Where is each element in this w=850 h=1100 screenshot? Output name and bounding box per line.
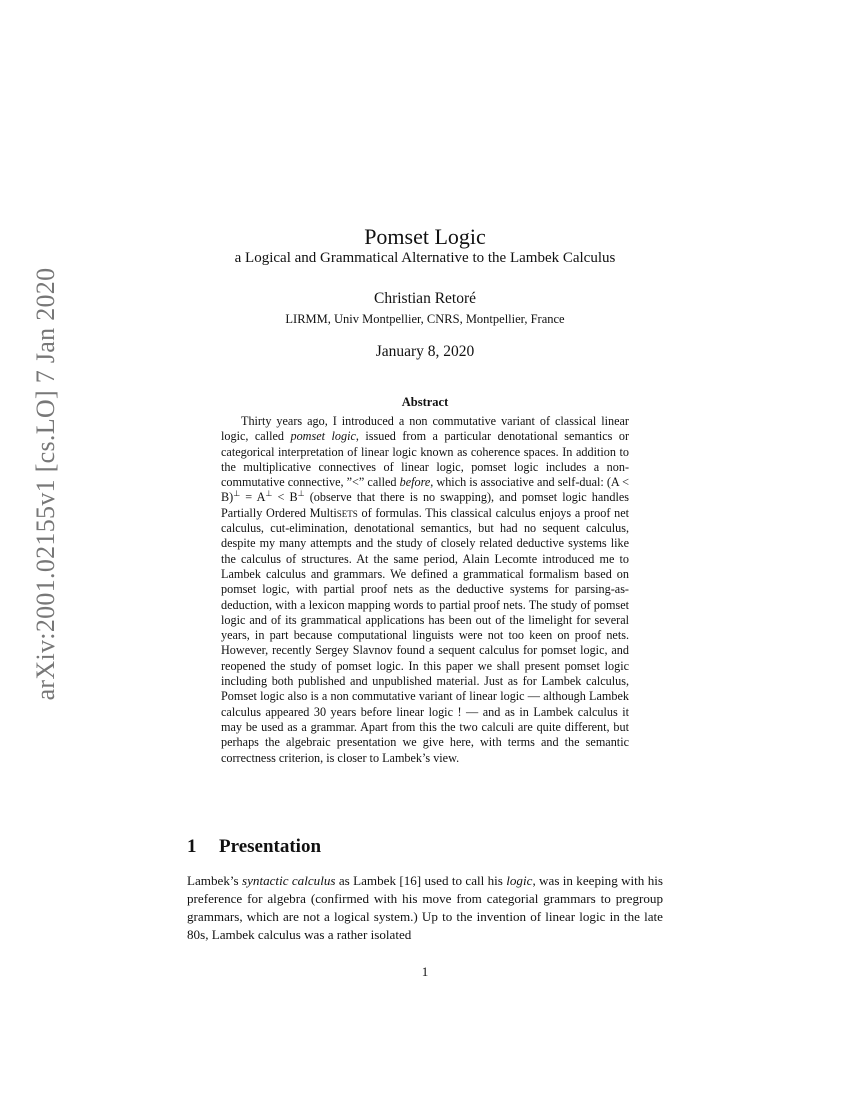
abstract-smallcaps-sets: sets bbox=[336, 505, 358, 520]
abstract-text: Thirty years ago, I introduced a non commutative variant of classical linear logic, called bbox=[221, 414, 629, 444]
paper-title: Pomset Logic bbox=[364, 224, 486, 249]
paper-date: January 8, 2020 bbox=[375, 343, 475, 360]
section-emphasis-logic: logic bbox=[506, 873, 533, 888]
section-emphasis-syntactic-calculus: syntactic calculus bbox=[241, 873, 336, 888]
perp-symbol: ⊥ bbox=[233, 489, 241, 499]
formula-mid: < B bbox=[272, 490, 298, 505]
formula-eq: = A bbox=[240, 490, 266, 505]
perp-symbol: ⊥ bbox=[265, 489, 273, 499]
perp-symbol: ⊥ bbox=[297, 489, 305, 499]
abstract-heading: Abstract bbox=[401, 395, 449, 409]
abstract-body bbox=[221, 414, 629, 766]
page-number: 1 bbox=[421, 964, 429, 979]
section-text: , was in keeping with his preference for algebra (confirmed with his move from categorial grammars to pregroup grammars, which are not a logical system.) Up to the invention of linear logic in the late 80s, Lambek calculus was a rather isolated bbox=[187, 873, 663, 942]
section-title: Presentation bbox=[219, 836, 322, 857]
author-affiliation: LIRMM, Univ Montpellier, CNRS, Montpellier, France bbox=[285, 312, 565, 326]
arxiv-identifier: arXiv:2001.02155v1 [cs.LO] 7 Jan 2020 bbox=[31, 267, 60, 701]
section-text: Lambek’s bbox=[187, 873, 242, 888]
author-name: Christian Retoré bbox=[373, 290, 477, 307]
section-number: 1 bbox=[187, 836, 197, 857]
section-heading bbox=[187, 836, 321, 858]
paper-subtitle: a Logical and Grammatical Alternative to the Lambek Calculus bbox=[234, 250, 616, 266]
abstract-emphasis-before: before bbox=[399, 475, 431, 490]
abstract-text: (observe that there is no swapping), and pomset logic handles Partially Ordered Multi bbox=[221, 490, 629, 520]
abstract-text: , issued from a particular denotational semantics or categorical interpretation of linear logic known as coherence spaces. In addition to the multiplicative connectives of linear logic, pomset logic includes a non-commutative connective, ”<” called bbox=[221, 429, 630, 490]
section-body bbox=[187, 872, 663, 944]
abstract-emphasis-pomset-logic: pomset logic bbox=[290, 429, 356, 444]
abstract-text: , which is associative and self-dual: bbox=[430, 475, 607, 490]
formula-lhs: (A < B) bbox=[221, 475, 629, 505]
section-text: as Lambek [16] used to call his bbox=[335, 873, 507, 888]
abstract-text: of formulas. This classical calculus enjoys a proof net calculus, cut-elimination, denotational semantics, but had no sequent calculus, despite my many attempts and the study of closely related deductive systems like the calculus of structures. At the same period, Alain Lecomte introduced me to Lambek calculus and grammars. We defined a grammatical formalism based on pomset logic, with partial proof nets as the deductive systems for parsing-as-deduction, with a lexicon mapping words to partial proof nets. The study of pomset logic and of its grammatical applications has been out of the limelight for several years, in part because computational linguists were not too keen on proof nets. However, recently Sergey Slavnov found a sequent calculus for pomset logic, and reopened the study of pomset logic. In this paper we shall present pomset logic including both published and unpublished material. Just as for Lambek calculus, Pomset logic also is a non commutative variant of linear logic — although Lambek calculus appeared 30 years before linear logic ! — and as in Lambek calculus it may be used as a grammar. Apart from this the two calculi are quite different, but perhaps the algebraic presentation we give here, with terms and the semantic correctness criterion, is closer to Lambek’s view. bbox=[221, 505, 629, 765]
